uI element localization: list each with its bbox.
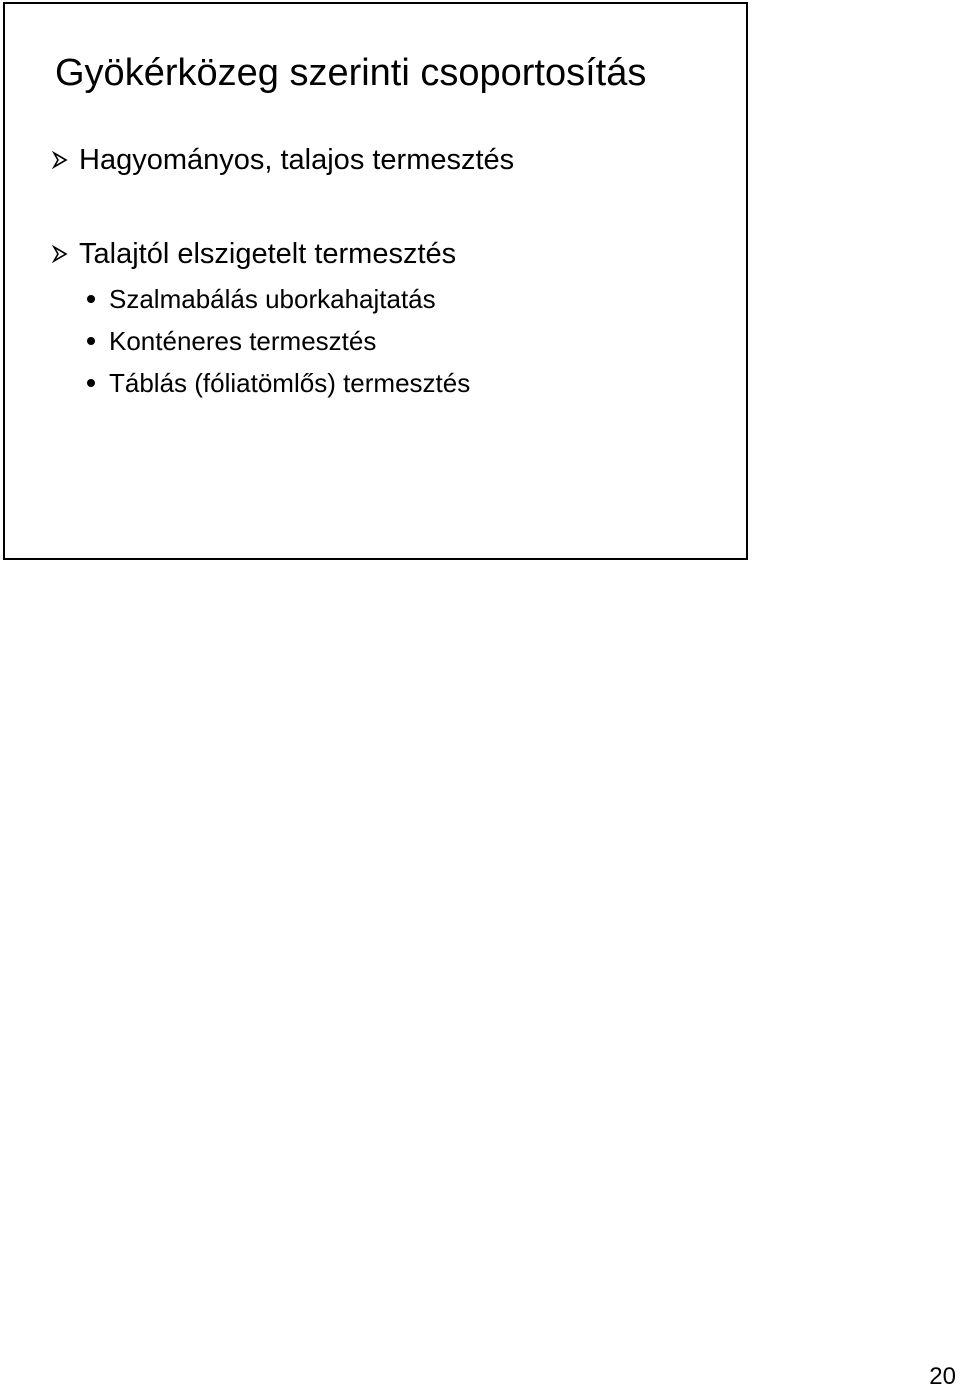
subbullet-text: Táblás (fóliatömlős) termesztés [109, 368, 471, 398]
subbullet-item [87, 282, 436, 316]
bullet-text: Talajtól elszigetelt termesztés [79, 238, 457, 270]
page-number: 20 [929, 1363, 956, 1390]
bullet-item [51, 236, 456, 272]
subbullet-text: Konténeres termesztés [109, 326, 377, 356]
subbullet-text: Szalmabálás uborkahajtatás [109, 284, 436, 314]
bullet-text: Hagyományos, talajos termesztés [79, 144, 515, 176]
slide-title: Gyökérközeg szerinti csoportosítás [55, 52, 647, 94]
dot-bullet-icon [87, 379, 95, 387]
arrow-bullet-icon [51, 151, 69, 169]
subbullet-item [87, 366, 470, 400]
arrow-bullet-icon [51, 245, 69, 263]
bullet-item [51, 142, 514, 178]
slide-frame [3, 2, 748, 560]
subbullet-item [87, 324, 376, 358]
dot-bullet-icon [87, 295, 95, 303]
dot-bullet-icon [87, 337, 95, 345]
